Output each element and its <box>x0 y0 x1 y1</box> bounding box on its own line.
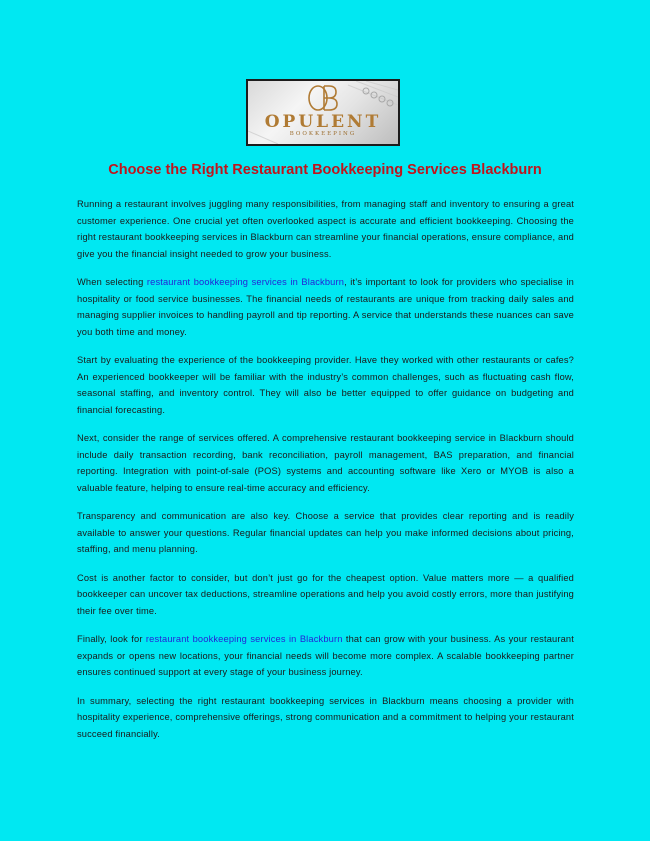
paragraph-summary: In summary, selecting the right restaurant bookkeeping services in Blackburn means choosing a provider with hospitality experience, comprehensive offerings, strong communication and a commitment to helping your restaurant succeed financially. <box>77 695 574 739</box>
bookkeeping-services-link[interactable]: restaurant bookkeeping services in Blackburn <box>146 277 345 287</box>
logo-brand-text: OPULENT <box>264 112 382 132</box>
paragraph-text: that can grow with your business. As your restaurant expands or opens new locations, your financial needs will become more complex. A scalable bookkeeping partner ensures continued support at every stage of your business journey. <box>77 634 574 677</box>
opulent-bookkeeping-logo <box>246 79 400 146</box>
monogram-icon <box>309 86 337 110</box>
bookkeeping-services-link[interactable]: restaurant bookkeeping services in Blackburn <box>145 634 343 644</box>
paragraph-cost: Cost is another factor to consider, but don’t just go for the cheapest option. Value matters more — a qualified bookkeeper can uncover tax deductions, streamline operations and help you avoid costly errors, more than justifying their fee over time. <box>77 572 574 616</box>
paragraph-text: , it’s important to look for providers who specialise in hospitality or food service businesses. The financial needs of restaurants are unique from tracking daily sales and managing supplier invoices to handling payroll and tip reporting. A service that understands these nuances can save you both time and money. <box>77 277 574 337</box>
logo-tagline-text: BOOKKEEPING <box>289 131 357 137</box>
article-body <box>77 196 574 754</box>
paragraph-transparency: Transparency and communication are also key. Choose a service that provides clear reporting and is readily available to answer your questions. Regular financial updates can help you make informed decisions about pricing, staffing, and menu planning. <box>77 511 574 554</box>
logo-image <box>248 81 398 144</box>
paragraph-scalability <box>77 631 574 681</box>
paragraph-experience: Start by evaluating the experience of the bookkeeping provider. Have they worked with other restaurants or cafes? An experienced bookkeeper will be familiar with the industry’s common challenges, such as fluctuating cash flow, seasonal staffing, and inventory control. They will also be better equipped to offer guidance on budgeting and financial forecasting. <box>77 355 574 415</box>
paragraph-text: When selecting <box>77 277 147 287</box>
paragraph-services: Next, consider the range of services offered. A comprehensive restaurant bookkeeping service in Blackburn should include daily transaction recording, bank reconciliation, payroll management, BAS preparation, and financial reporting. Integration with point-of-sale (POS) systems and accounting software like Xero or MYOB is also a valuable feature, helping to ensure real-time accuracy and efficiency. <box>77 433 574 493</box>
paragraph-intro: Running a restaurant involves juggling many responsibilities, from managing staff and inventory to ensuring a great customer experience. One crucial yet often overlooked aspect is accurate and efficient bookkeeping. Choosing the right restaurant bookkeeping services in Blackburn can streamline your financial operations, ensure compliance, and give you the financial insight needed to grow your business. <box>77 199 574 259</box>
paragraph-text: Finally, look for <box>77 634 146 644</box>
paragraph-selecting <box>77 274 574 340</box>
page-title: Choose the Right Restaurant Bookkeeping Services Blackburn <box>108 162 542 178</box>
